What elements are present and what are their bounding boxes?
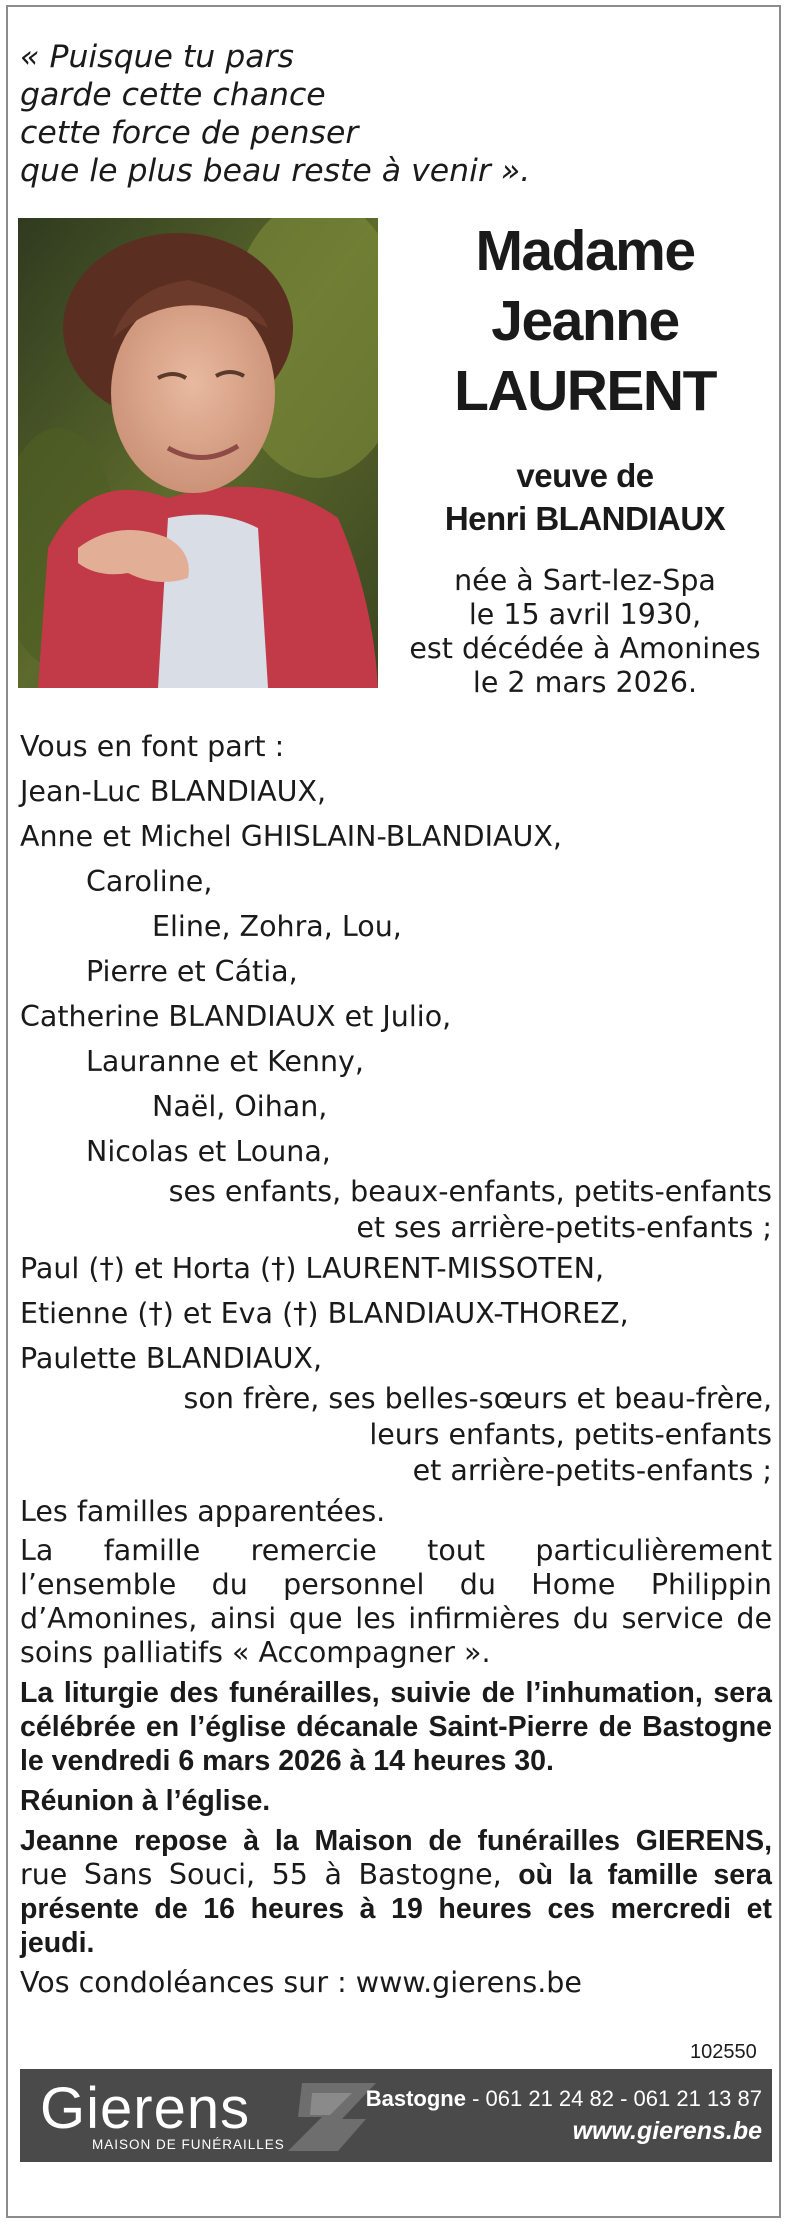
family-relation: leurs enfants, petits-enfants xyxy=(369,1418,772,1451)
family-line: Nicolas et Louna, xyxy=(86,1135,331,1168)
repose-address: rue Sans Souci, 55 à Bastogne, xyxy=(20,1858,519,1891)
poem-quote xyxy=(20,38,530,190)
reference-number: 102550 xyxy=(690,2041,757,2063)
condolences-line: Vos condoléances sur : www.gierens.be xyxy=(20,1966,582,1999)
family-line: Catherine BLANDIAUX et Julio, xyxy=(20,1000,452,1033)
first-name: Jeanne xyxy=(491,289,679,353)
repose-paragraph xyxy=(20,1824,772,1960)
phone-numbers: - 061 21 24 82 - 061 21 13 87 xyxy=(465,2086,762,2111)
family-line: Anne et Michel GHISLAIN-BLANDIAUX, xyxy=(20,820,562,853)
birth-place: née à Sart-lez-Spa xyxy=(454,564,716,597)
family-relation: et arrière-petits-enfants ; xyxy=(412,1454,772,1487)
reunion-line: Réunion à l’église. xyxy=(20,1785,271,1817)
family-line: Caroline, xyxy=(86,865,213,898)
widow-label: veuve de xyxy=(516,457,654,494)
notice-body xyxy=(20,724,772,2000)
family-line: Lauranne et Kenny, xyxy=(86,1045,364,1078)
family-line: Paulette BLANDIAUX, xyxy=(20,1342,323,1375)
funeral-home-banner xyxy=(20,2069,772,2162)
family-relation: et ses arrière-petits-enfants ; xyxy=(356,1211,772,1244)
family-line: Jean-Luc BLANDIAUX, xyxy=(20,775,327,808)
family-line: Naël, Oihan, xyxy=(152,1090,328,1123)
thanks-paragraph: La famille remercie tout particulièrement l’ensemble du personnel du Home Philippin d’Amonines, ainsi que les infirmières du service de soins palliatifs « Accompagner ». xyxy=(20,1534,772,1669)
birth-death-dates xyxy=(390,564,780,700)
poem-line: cette force de penser xyxy=(20,115,359,151)
family-line: Pierre et Cátia, xyxy=(86,955,298,988)
death-place: est décédée à Amonines xyxy=(409,632,761,665)
funeral-home-logo: Gierens xyxy=(40,2076,251,2141)
poem-line: que le plus beau reste à venir ». xyxy=(20,153,531,189)
poem-line: « Puisque tu pars xyxy=(20,39,294,75)
family-line: Eline, Zohra, Lou, xyxy=(152,910,402,943)
widow-of xyxy=(400,454,770,540)
family-relation: son frère, ses belles-sœurs et beau-frère, xyxy=(183,1382,772,1415)
poem-line: garde cette chance xyxy=(20,77,326,113)
birth-date: le 15 avril 1930, xyxy=(468,598,702,631)
city: Bastogne xyxy=(365,2086,466,2111)
visiting-hours: où la famille sera présente de 16 heures à 19 heures ces mercredi et jeudi. xyxy=(20,1859,772,1959)
name-title: Madame xyxy=(475,219,695,283)
logo-subtitle: MAISON DE FUNÉRAILLES xyxy=(92,2137,285,2152)
deceased-name xyxy=(400,216,770,426)
liturgy-paragraph: La liturgie des funérailles, suivie de l’inhumation, sera célébrée en l’église décanale Saint-Pierre de Bastogne le vendredi 6 mars 2026 à 14 heures 30. xyxy=(20,1677,772,1777)
website-link[interactable]: www.gierens.be xyxy=(572,2117,762,2145)
spouse-name: Henri BLANDIAUX xyxy=(444,500,726,537)
repose-location: Jeanne repose à la Maison de funérailles GIERENS, xyxy=(20,1825,772,1857)
contact-info xyxy=(366,2083,762,2147)
last-name: LAURENT xyxy=(454,359,716,423)
family-intro: Vous en font part : xyxy=(20,730,285,763)
family-relation: ses enfants, beaux-enfants, petits-enfants xyxy=(168,1175,772,1208)
family-line: Etienne (†) et Eva (†) BLANDIAUX-THOREZ, xyxy=(20,1297,629,1330)
death-date: le 2 mars 2026. xyxy=(472,666,698,699)
related-families: Les familles apparentées. xyxy=(20,1495,386,1528)
family-line: Paul (†) et Horta (†) LAURENT-MISSOTEN, xyxy=(20,1252,605,1285)
portrait-photo xyxy=(18,218,378,688)
